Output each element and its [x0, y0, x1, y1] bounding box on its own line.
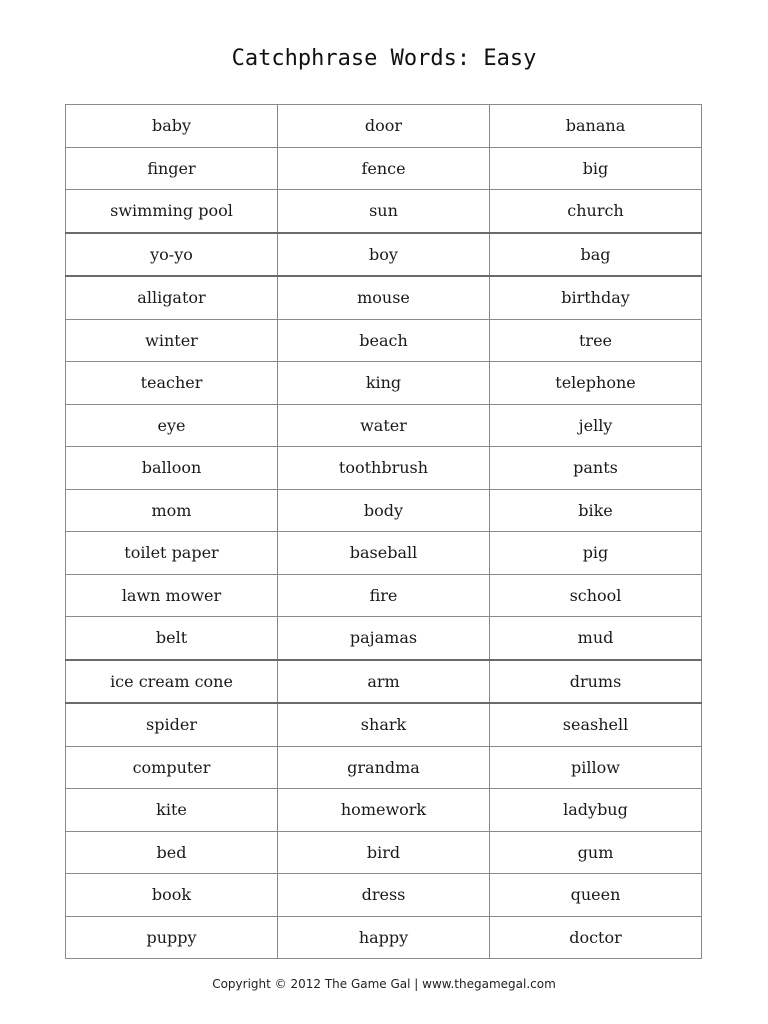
- table-row: [66, 703, 702, 746]
- word-cell: pig: [490, 532, 702, 575]
- table-row: [66, 190, 702, 233]
- word-cell: big: [490, 147, 702, 190]
- table-row: [66, 574, 702, 617]
- word-cell: finger: [66, 147, 278, 190]
- word-cell: school: [490, 574, 702, 617]
- word-cell: tree: [490, 319, 702, 362]
- copyright-footer: Copyright © 2012 The Game Gal | www.thegamegal.com: [212, 977, 556, 991]
- word-cell: baby: [66, 105, 278, 148]
- table-row: [66, 789, 702, 832]
- word-cell: arm: [278, 660, 490, 704]
- word-cell: eye: [66, 404, 278, 447]
- word-cell: bag: [490, 233, 702, 277]
- table-row: [66, 874, 702, 917]
- word-cell: dress: [278, 874, 490, 917]
- table-row: [66, 147, 702, 190]
- word-cell: kite: [66, 789, 278, 832]
- word-cell: computer: [66, 746, 278, 789]
- table-row: [66, 746, 702, 789]
- word-cell: swimming pool: [66, 190, 278, 233]
- table-row: [66, 105, 702, 148]
- table-row: [66, 233, 702, 277]
- word-cell: ladybug: [490, 789, 702, 832]
- word-cell: king: [278, 362, 490, 405]
- word-cell: doctor: [490, 916, 702, 959]
- table-row: [66, 617, 702, 660]
- word-cell: birthday: [490, 276, 702, 319]
- word-cell: alligator: [66, 276, 278, 319]
- word-cell: bird: [278, 831, 490, 874]
- word-cell: toilet paper: [66, 532, 278, 575]
- word-cell: spider: [66, 703, 278, 746]
- table-row: [66, 660, 702, 704]
- word-cell: toothbrush: [278, 447, 490, 490]
- word-table-body: [66, 105, 702, 959]
- word-cell: puppy: [66, 916, 278, 959]
- word-cell: mud: [490, 617, 702, 660]
- table-row: [66, 532, 702, 575]
- table-row: [66, 276, 702, 319]
- table-row: [66, 404, 702, 447]
- table-row: [66, 831, 702, 874]
- word-cell: homework: [278, 789, 490, 832]
- word-cell: yo-yo: [66, 233, 278, 277]
- word-cell: jelly: [490, 404, 702, 447]
- table-row: [66, 319, 702, 362]
- word-cell: water: [278, 404, 490, 447]
- word-cell: ice cream cone: [66, 660, 278, 704]
- word-cell: balloon: [66, 447, 278, 490]
- word-cell: queen: [490, 874, 702, 917]
- word-cell: pajamas: [278, 617, 490, 660]
- word-cell: banana: [490, 105, 702, 148]
- word-cell: boy: [278, 233, 490, 277]
- word-cell: belt: [66, 617, 278, 660]
- word-cell: fire: [278, 574, 490, 617]
- word-cell: mom: [66, 489, 278, 532]
- word-cell: body: [278, 489, 490, 532]
- word-cell: beach: [278, 319, 490, 362]
- table-row: [66, 489, 702, 532]
- page-title: Catchphrase Words: Easy: [231, 46, 537, 71]
- word-cell: sun: [278, 190, 490, 233]
- word-table: [65, 104, 702, 959]
- word-cell: mouse: [278, 276, 490, 319]
- word-cell: door: [278, 105, 490, 148]
- word-cell: bike: [490, 489, 702, 532]
- word-cell: fence: [278, 147, 490, 190]
- word-cell: lawn mower: [66, 574, 278, 617]
- word-cell: pants: [490, 447, 702, 490]
- word-cell: happy: [278, 916, 490, 959]
- word-cell: drums: [490, 660, 702, 704]
- word-cell: seashell: [490, 703, 702, 746]
- word-cell: baseball: [278, 532, 490, 575]
- table-row: [66, 916, 702, 959]
- word-cell: pillow: [490, 746, 702, 789]
- word-cell: bed: [66, 831, 278, 874]
- word-cell: winter: [66, 319, 278, 362]
- table-row: [66, 362, 702, 405]
- word-cell: shark: [278, 703, 490, 746]
- word-cell: book: [66, 874, 278, 917]
- word-cell: gum: [490, 831, 702, 874]
- word-cell: church: [490, 190, 702, 233]
- word-cell: grandma: [278, 746, 490, 789]
- table-row: [66, 447, 702, 490]
- word-cell: telephone: [490, 362, 702, 405]
- word-cell: teacher: [66, 362, 278, 405]
